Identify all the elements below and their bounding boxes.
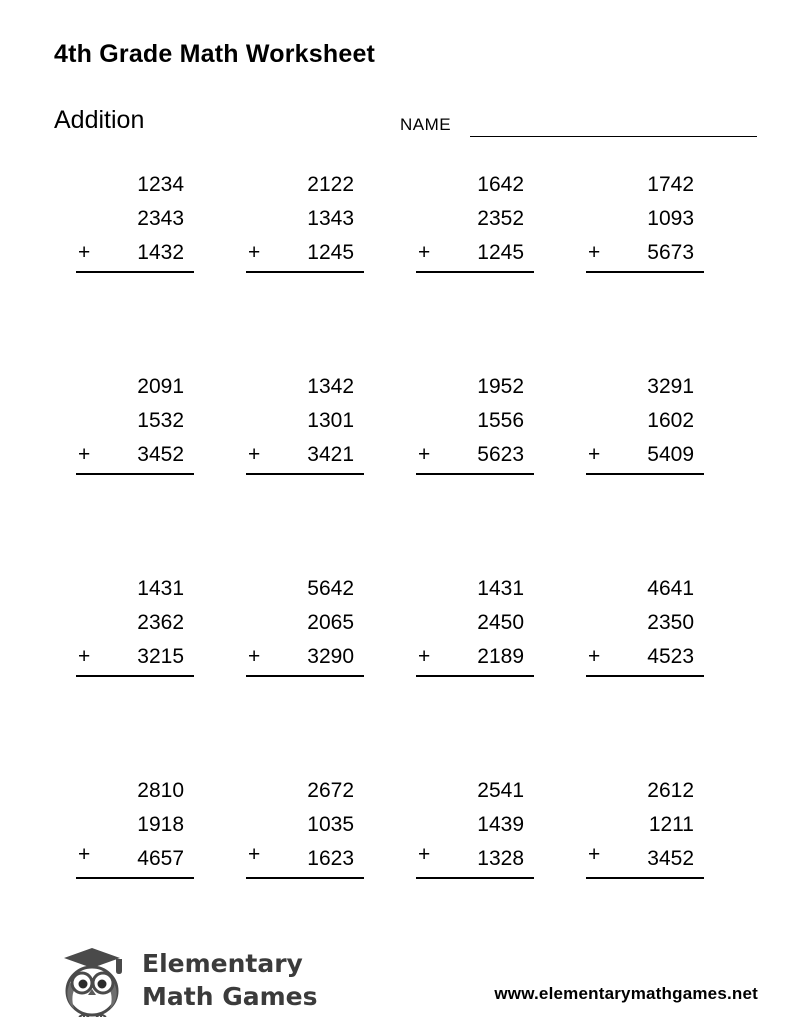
plus-sign: +: [418, 443, 431, 466]
addend-1: 4641: [647, 577, 694, 600]
addend-2: 1093: [647, 207, 694, 230]
logo-text: [142, 947, 317, 1013]
plus-sign: +: [418, 645, 431, 668]
problem-row: [54, 168, 754, 370]
problem-cell: [54, 572, 224, 774]
name-input-line[interactable]: [470, 136, 757, 137]
addend-2: 1343: [307, 207, 354, 230]
addend-3-row: [416, 842, 534, 879]
addend-3: 1432: [137, 241, 184, 264]
problem-row: [54, 572, 754, 774]
addend-1: 2541: [477, 779, 524, 802]
problem-cell: [224, 370, 394, 572]
problems-grid: [54, 168, 754, 976]
plus-sign: +: [78, 241, 91, 264]
plus-sign: +: [78, 645, 91, 668]
addend-1: 1342: [307, 375, 354, 398]
addend-3: 2189: [477, 645, 524, 668]
addend-3: 3452: [137, 443, 184, 466]
addend-2: 1035: [307, 813, 354, 836]
addition-problem: [586, 572, 704, 677]
addend-3-row: [246, 438, 364, 475]
addend-1: 2672: [307, 779, 354, 802]
plus-sign: +: [248, 645, 261, 668]
logo-line-2: Math Games: [142, 982, 318, 1011]
addend-3: 4523: [647, 645, 694, 668]
addend-2: 1301: [307, 409, 354, 432]
addend-3-row: [416, 640, 534, 677]
addition-problem: [76, 168, 194, 273]
problem-cell: [224, 168, 394, 370]
addition-problem: [76, 370, 194, 475]
addend-3: 3421: [307, 443, 354, 466]
addition-problem: [586, 370, 704, 475]
addend-2: 1556: [477, 409, 524, 432]
addend-2: 1532: [137, 409, 184, 432]
addend-1: 1952: [477, 375, 524, 398]
addend-1: 1431: [477, 577, 524, 600]
addend-1: 1234: [137, 173, 184, 196]
addend-3-row: [416, 236, 534, 273]
addend-2: 2350: [647, 611, 694, 634]
addend-2: 1439: [477, 813, 524, 836]
addend-3-row: [76, 236, 194, 273]
addend-3: 1623: [307, 847, 354, 870]
addend-3-row: [586, 438, 704, 475]
plus-sign: +: [248, 241, 261, 264]
addend-2: 2450: [477, 611, 524, 634]
problem-cell: [564, 168, 734, 370]
problem-cell: [564, 774, 734, 976]
addend-1: 1642: [477, 173, 524, 196]
logo-line-1: Elementary: [142, 949, 303, 978]
addend-2: 2065: [307, 611, 354, 634]
addition-problem: [246, 572, 364, 677]
plus-sign: +: [78, 843, 91, 866]
addend-1: 3291: [647, 375, 694, 398]
plus-sign: +: [588, 843, 601, 866]
plus-sign: +: [248, 843, 261, 866]
problem-cell: [564, 370, 734, 572]
plus-sign: +: [588, 645, 601, 668]
addition-problem: [246, 774, 364, 879]
addend-3: 5623: [477, 443, 524, 466]
plus-sign: +: [418, 241, 431, 264]
problem-cell: [394, 370, 564, 572]
footer-website-url[interactable]: www.elementarymathgames.net: [494, 984, 758, 1003]
plus-sign: +: [78, 443, 91, 466]
addition-problem: [416, 370, 534, 475]
addition-problem: [246, 168, 364, 273]
addend-3: 1328: [477, 847, 524, 870]
problem-cell: [394, 572, 564, 774]
addition-problem: [76, 774, 194, 879]
addend-1: 2091: [137, 375, 184, 398]
addend-3-row: [246, 842, 364, 879]
plus-sign: +: [588, 443, 601, 466]
addend-3-row: [76, 438, 194, 475]
owl-logo-icon: [50, 941, 136, 1017]
addend-3: 1245: [307, 241, 354, 264]
addend-2: 2343: [137, 207, 184, 230]
addition-problem: [586, 168, 704, 273]
addition-problem: [586, 774, 704, 879]
addend-3-row: [246, 640, 364, 677]
addend-3: 5409: [647, 443, 694, 466]
addend-1: 2122: [307, 173, 354, 196]
addition-problem: [76, 572, 194, 677]
addend-2: 1918: [137, 813, 184, 836]
addend-3-row: [416, 438, 534, 475]
addend-1: 1431: [137, 577, 184, 600]
section-title: Addition: [54, 106, 145, 134]
addend-3: 1245: [477, 241, 524, 264]
addend-2: 2362: [137, 611, 184, 634]
page-title: 4th Grade Math Worksheet: [54, 40, 376, 68]
problem-cell: [224, 572, 394, 774]
problem-cell: [564, 572, 734, 774]
addend-3: 3290: [307, 645, 354, 668]
addend-3: 3215: [137, 645, 184, 668]
addend-3-row: [586, 842, 704, 879]
addend-2: 2352: [477, 207, 524, 230]
addition-problem: [416, 572, 534, 677]
addend-2: 1602: [647, 409, 694, 432]
plus-sign: +: [418, 843, 431, 866]
addend-2: 1211: [648, 813, 694, 836]
problem-cell: [394, 774, 564, 976]
addition-problem: [416, 774, 534, 879]
addend-3-row: [76, 842, 194, 879]
problem-cell: [54, 370, 224, 572]
addend-1: 5642: [307, 577, 354, 600]
addend-3-row: [586, 236, 704, 273]
addend-3-row: [246, 236, 364, 273]
name-label: NAME: [400, 115, 452, 134]
addend-3-row: [586, 640, 704, 677]
addend-3: 4657: [137, 847, 184, 870]
addition-problem: [416, 168, 534, 273]
problem-cell: [394, 168, 564, 370]
problem-row: [54, 370, 754, 572]
addend-1: 2810: [137, 779, 184, 802]
addend-3: 3452: [647, 847, 694, 870]
addend-1: 1742: [647, 173, 694, 196]
addend-3: 5673: [647, 241, 694, 264]
addend-1: 2612: [647, 779, 694, 802]
problem-cell: [54, 168, 224, 370]
site-logo[interactable]: [50, 941, 340, 1021]
plus-sign: +: [248, 443, 261, 466]
plus-sign: +: [588, 241, 601, 264]
addition-problem: [246, 370, 364, 475]
addend-3-row: [76, 640, 194, 677]
